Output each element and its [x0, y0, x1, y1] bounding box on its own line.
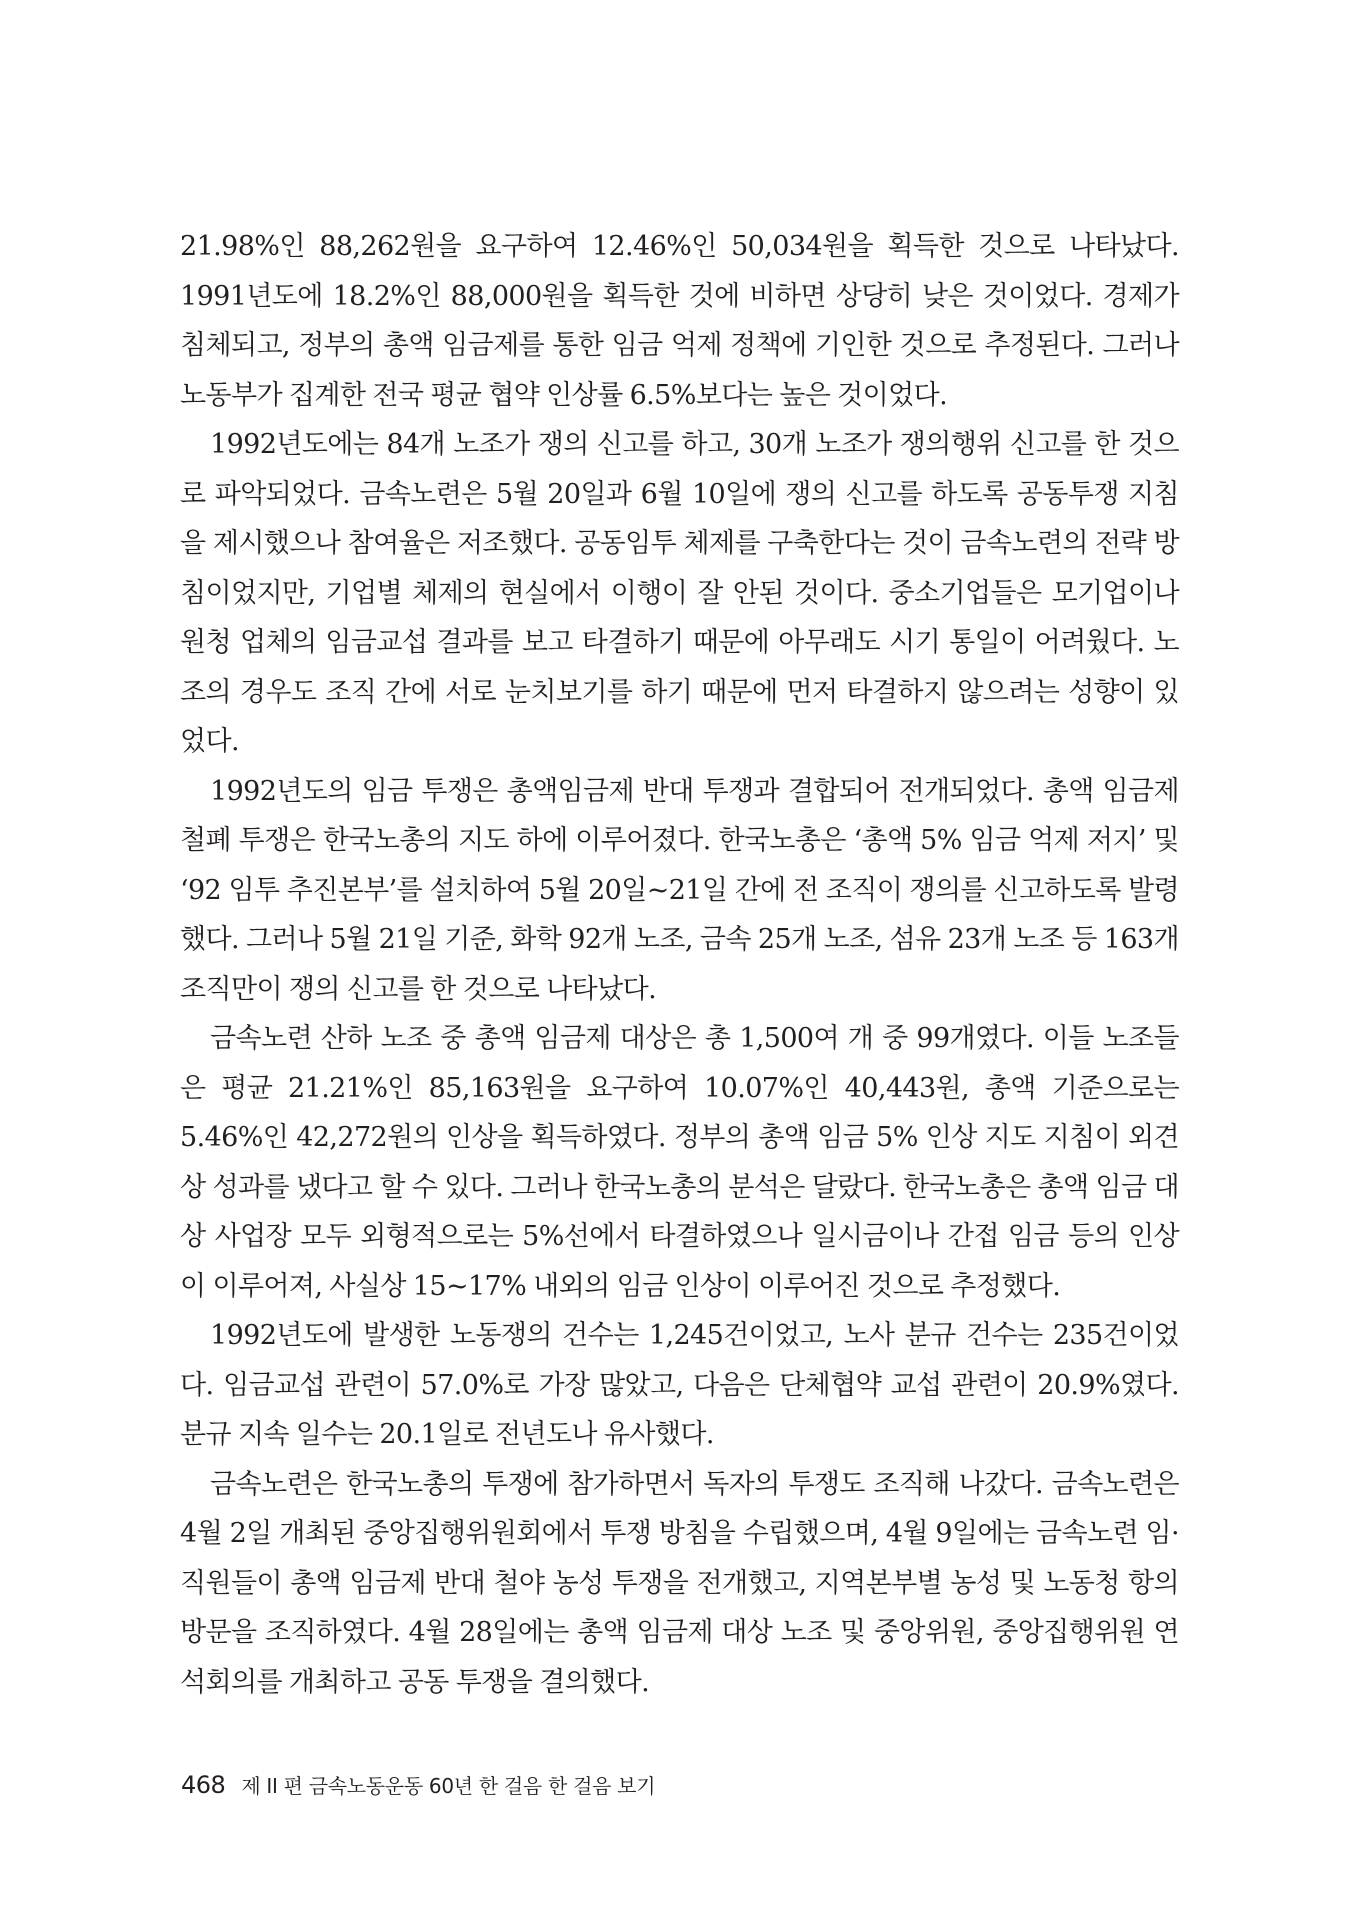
- paragraph-2: 1992년도에는 84개 노조가 쟁의 신고를 하고, 30개 노조가 쟁의행위 신고를 한 것으로 파악되었다. 금속노련은 5월 20일과 6월 10일에 쟁의 신고를 하도록 공동투쟁 지침을 제시했으나 참여율은 저조했다. 공동임투 체제를 구축한다는 것이 금속노련의 전략 방침이었지만, 기업별 체제의 현실에서 이행이 잘 안된 것이다. 중소기업들은 모기업이나 원청 업체의 임금교섭 결과를 보고 타결하기 때문에 아무래도 시기 통일이 어려웠다. 노조의 경우도 조직 간에 서로 눈치보기를 하기 때문에 먼저 타결하지 않으려는 성향이 있었다.: [180, 429, 1179, 757]
- page-number: 468: [181, 1771, 226, 1799]
- running-title: 제 II 편 금속노동운동 60년 한 걸음 한 걸음 보기: [241, 1774, 656, 1798]
- body-text: [180, 222, 1179, 1707]
- paragraph-3: 1992년도의 임금 투쟁은 총액임금제 반대 투쟁과 결합되어 전개되었다. 총액 임금제 철폐 투쟁은 한국노총의 지도 하에 이루어졌다. 한국노총은 ‘총액 5% 임금 억제 저지’ 및 ‘92 임투 추진본부’를 설치하여 5월 20일~21일 간에 전 조직이 쟁의를 신고하도록 발령했다. 그러나 5월 21일 기준, 화학 92개 노조, 금속 25개 노조, 섬유 23개 노조 등 163개 조직만이 쟁의 신고를 한 것으로 나타났다.: [180, 775, 1179, 1005]
- paragraph-5: 1992년도에 발생한 노동쟁의 건수는 1,245건이었고, 노사 분규 건수는 235건이었다. 임금교섭 관련이 57.0%로 가장 많았고, 다음은 단체협약 교섭 관련이 20.9%였다. 분규 지속 일수는 20.1일로 전년도나 유사했다.: [180, 1320, 1179, 1450]
- paragraph-6: 금속노련은 한국노총의 투쟁에 참가하면서 독자의 투쟁도 조직해 나갔다. 금속노련은 4월 2일 개최된 중앙집행위원회에서 투쟁 방침을 수립했으며, 4월 9일에는 금속노련 임·직원들이 총액 임금제 반대 철야 농성 투쟁을 전개했고, 지역본부별 농성 및 노동청 항의 방문을 조직하였다. 4월 28일에는 총액 임금제 대상 노조 및 중앙위원, 중앙집행위원 연석회의를 개최하고 공동 투쟁을 결의했다.: [180, 1468, 1179, 1698]
- page-footer: [181, 1770, 655, 1810]
- paragraph-1: 21.98%인 88,262원을 요구하여 12.46%인 50,034원을 획득한 것으로 나타났다. 1991년도에 18.2%인 88,000원을 획득한 것에 비하면 상당히 낮은 것이었다. 경제가 침체되고, 정부의 총액 임금제를 통한 임금 억제 정책에 기인한 것으로 추정된다. 그러나 노동부가 집계한 전국 평균 협약 인상률 6.5%보다는 높은 것이었다.: [180, 231, 1179, 411]
- paragraph-4: 금속노련 산하 노조 중 총액 임금제 대상은 총 1,500여 개 중 99개였다. 이들 노조들은 평균 21.21%인 85,163원을 요구하여 10.07%인 40,443원, 총액 기준으로는 5.46%인 42,272원의 인상을 획득하였다. 정부의 총액 임금 5% 인상 지도 지침이 외견상 성과를 냈다고 할 수 있다. 그러나 한국노총의 분석은 달랐다. 한국노총은 총액 임금 대상 사업장 모두 외형적으로는 5%선에서 타결하였으나 일시금이나 간접 임금 등의 인상이 이루어져, 사실상 15~17% 내외의 임금 인상이 이루어진 것으로 추정했다.: [180, 1023, 1179, 1302]
